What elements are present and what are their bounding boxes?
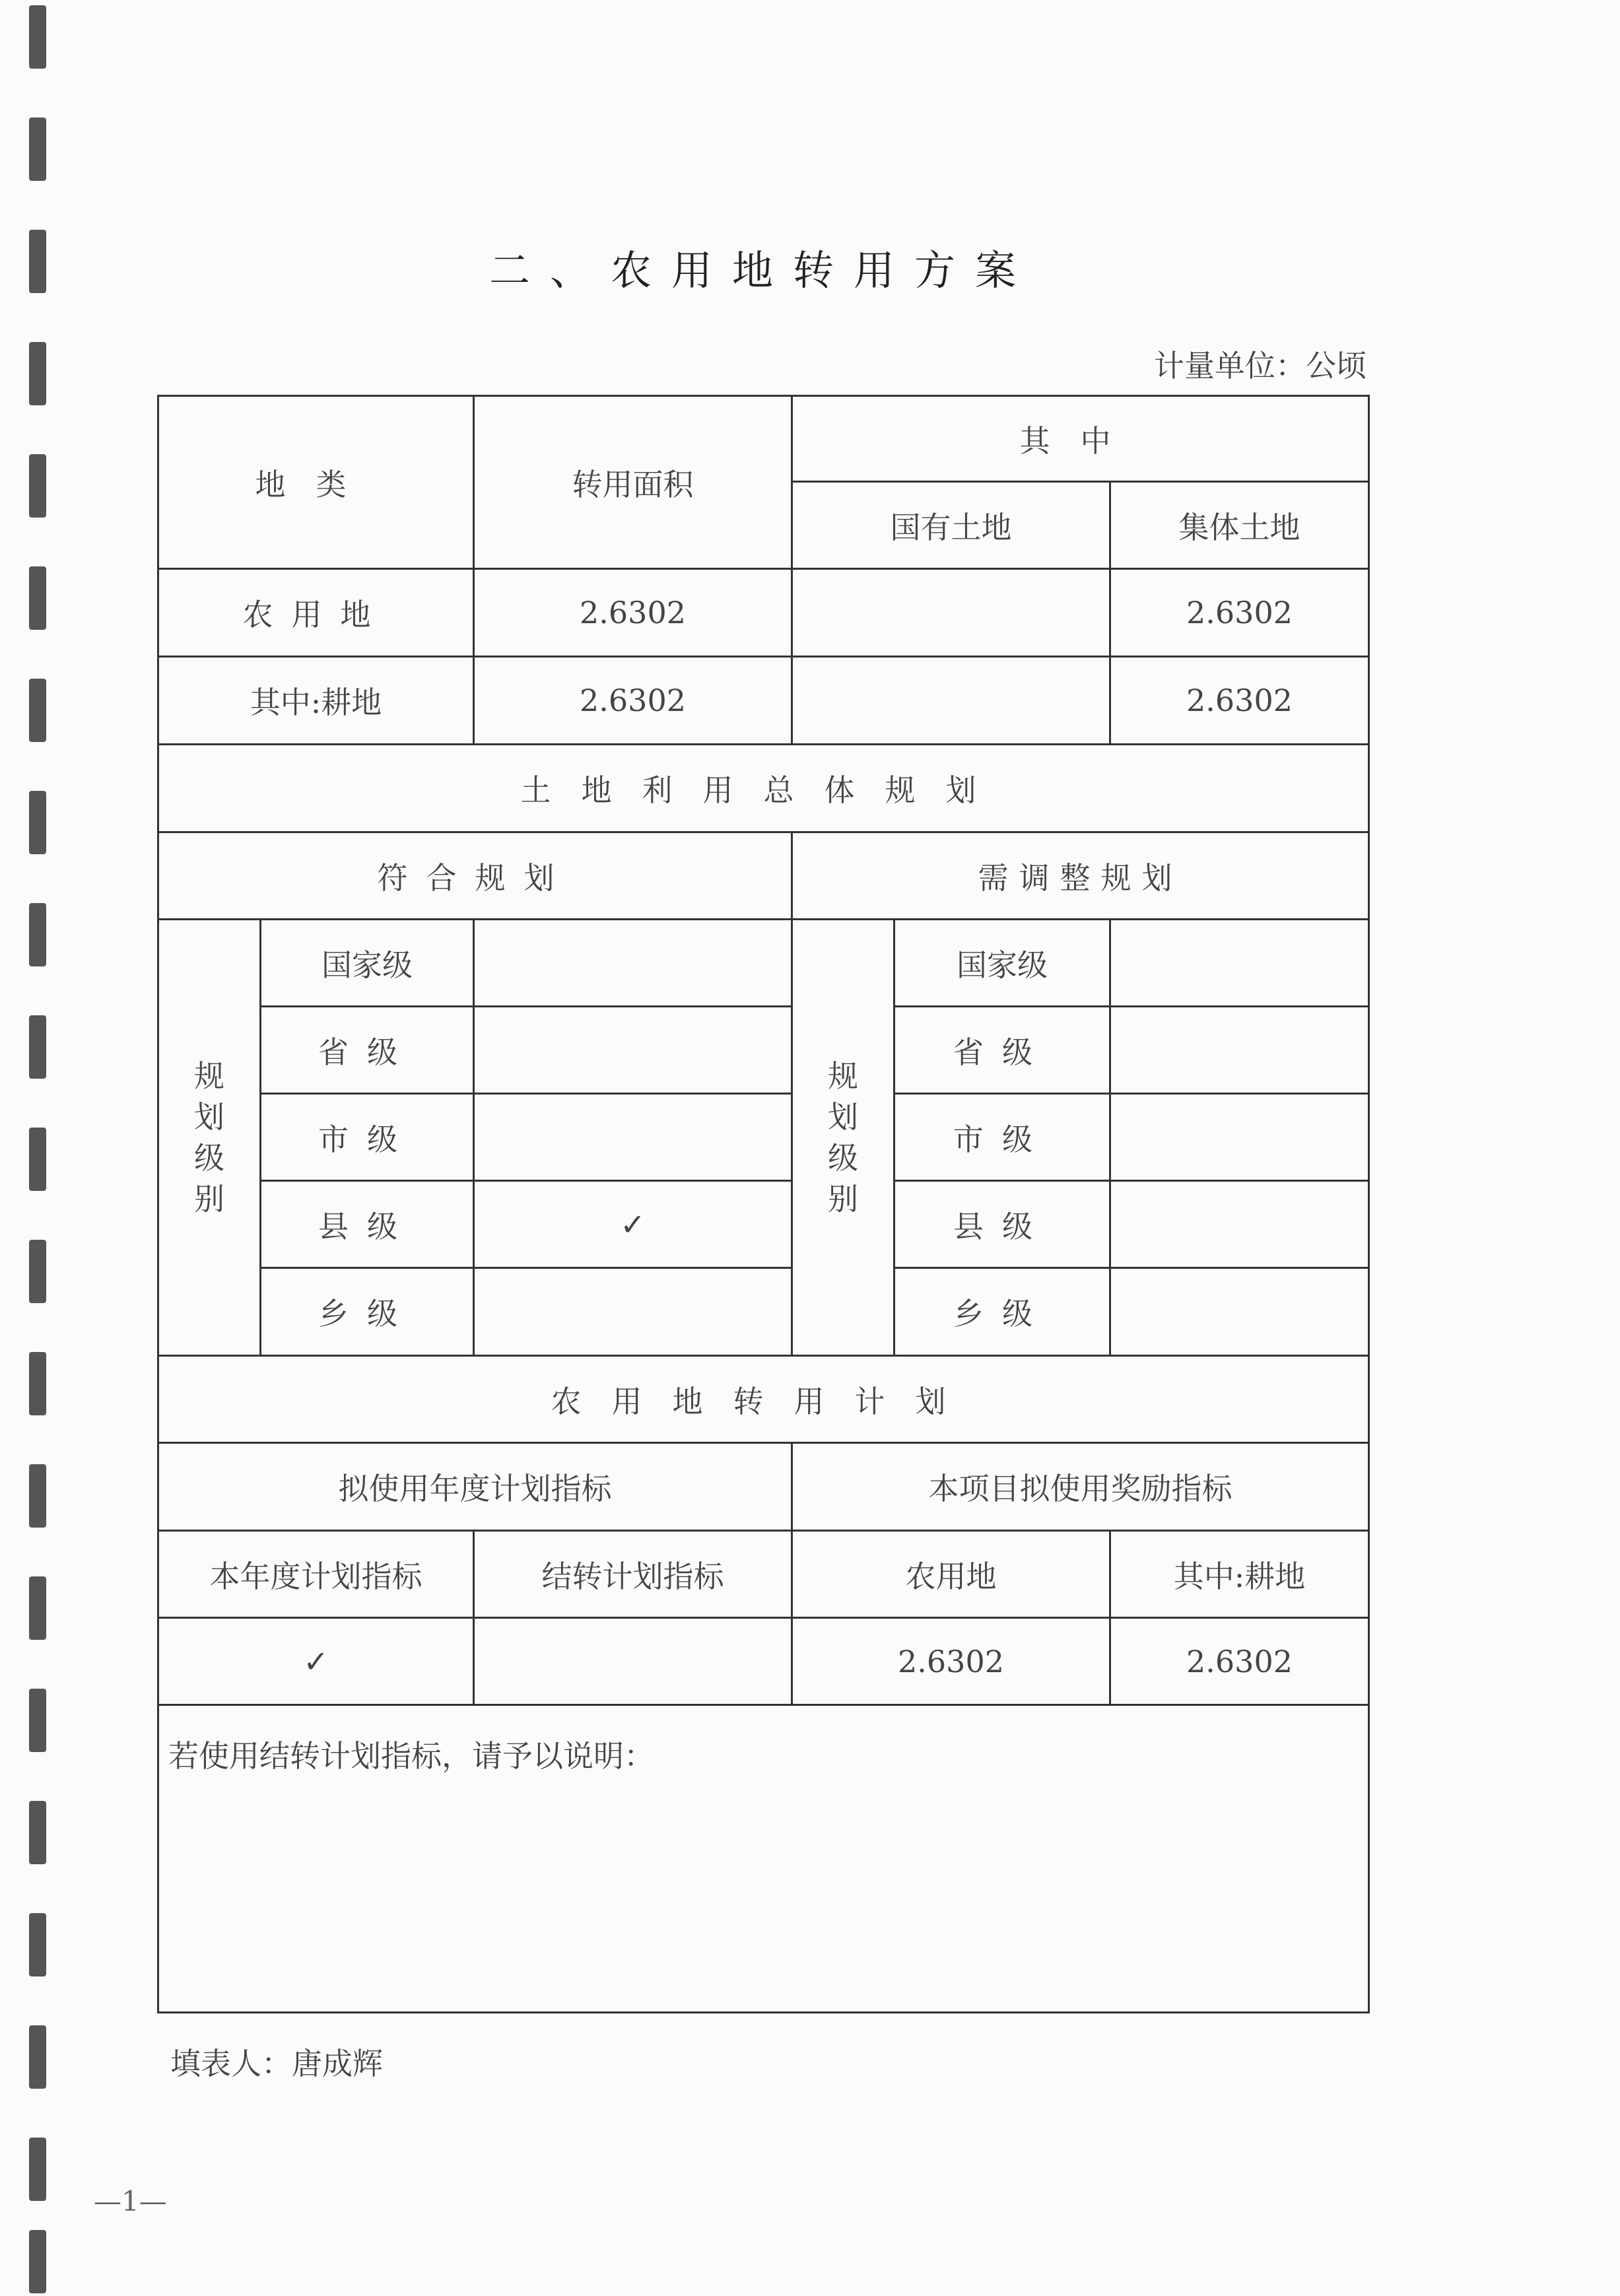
- binding-hole: [29, 2230, 46, 2293]
- carryover-quota-header: 结转计划指标: [474, 1531, 792, 1618]
- conform-plan-header: 符合规划: [158, 832, 792, 920]
- binding-hole: [29, 2138, 46, 2201]
- vertical-label: 规划级别: [828, 1058, 858, 1217]
- binding-hole: [29, 1015, 46, 1079]
- collective-header: 集体土地: [1110, 482, 1369, 569]
- vertical-label: 规划级别: [194, 1058, 224, 1217]
- collective-value: 2.6302: [1110, 657, 1369, 745]
- binding-hole: [29, 791, 46, 854]
- this-year-quota-header: 本年度计划指标: [158, 1531, 474, 1618]
- farmland-header: 农用地: [792, 1531, 1110, 1618]
- conform-mark: [474, 920, 792, 1007]
- this-year-value: ✓: [158, 1618, 474, 1705]
- table-row: [158, 569, 1369, 657]
- adjust-level-label: [792, 920, 894, 1356]
- note-text: 若使用结转计划指标，请予以说明：: [168, 1738, 654, 1774]
- annual-quota-header: 拟使用年度计划指标: [158, 1443, 792, 1531]
- form-filler: 填表人：唐成辉: [170, 2046, 383, 2081]
- binding-hole: [29, 903, 46, 966]
- row-label: 农用地: [158, 569, 474, 657]
- level-label: 国家级: [894, 920, 1110, 1007]
- area-value: 2.6302: [474, 569, 792, 657]
- adjust-mark: [1110, 1094, 1369, 1181]
- level-label: 省级: [261, 1007, 474, 1094]
- level-label: 国家级: [261, 920, 474, 1007]
- adjust-plan-header: 需调整规划: [792, 832, 1369, 920]
- level-label: 乡级: [261, 1268, 474, 1356]
- conform-mark: [474, 1268, 792, 1356]
- note-cell: [158, 1705, 1369, 2013]
- binding-hole: [29, 1913, 46, 1976]
- binding-hole: [29, 566, 46, 630]
- form-table: [157, 395, 1370, 2013]
- farmland-value: 2.6302: [792, 1618, 1110, 1705]
- binding-hole: [29, 5, 46, 69]
- conform-mark: [474, 1094, 792, 1181]
- land-type-header: 地类: [158, 396, 474, 569]
- level-label: 乡级: [894, 1268, 1110, 1356]
- level-label: 市级: [894, 1094, 1110, 1181]
- row-label: 其中:耕地: [158, 657, 474, 745]
- state-value: [792, 569, 1110, 657]
- collective-value: 2.6302: [1110, 569, 1369, 657]
- binding-hole: [29, 1352, 46, 1415]
- binding-hole: [29, 1689, 46, 1752]
- of-which-header: 其中: [792, 396, 1369, 482]
- level-label: 市级: [261, 1094, 474, 1181]
- conform-mark: ✓: [474, 1181, 792, 1268]
- binding-hole: [29, 2025, 46, 2089]
- level-label: 县级: [261, 1181, 474, 1268]
- measurement-unit: 计量单位：公顷: [1154, 348, 1367, 384]
- table-row: [158, 657, 1369, 745]
- adjust-mark: [1110, 1268, 1369, 1356]
- binding-hole: [29, 1801, 46, 1864]
- carryover-value: [474, 1618, 792, 1705]
- state-value: [792, 657, 1110, 745]
- table-row: [158, 1618, 1369, 1705]
- level-label: 县级: [894, 1181, 1110, 1268]
- area-value: 2.6302: [474, 657, 792, 745]
- binding-hole: [29, 1128, 46, 1191]
- page-title: 二、农用地转用方案: [489, 246, 1036, 294]
- state-owned-header: 国有土地: [792, 482, 1110, 569]
- binding-hole: [29, 1464, 46, 1528]
- conversion-form: [157, 395, 1370, 2013]
- plan-section-title: 土地利用总体规划: [158, 745, 1369, 832]
- reward-quota-header: 本项目拟使用奖励指标: [792, 1443, 1369, 1531]
- binding-hole: [29, 1576, 46, 1640]
- conversion-plan-title: 农用地转用计划: [158, 1356, 1369, 1443]
- adjust-mark: [1110, 1181, 1369, 1268]
- page-number: —1—: [94, 2185, 167, 2217]
- adjust-mark: [1110, 1007, 1369, 1094]
- binding-hole: [29, 1240, 46, 1303]
- binding-hole: [29, 679, 46, 742]
- conform-level-label: [158, 920, 261, 1356]
- conform-mark: [474, 1007, 792, 1094]
- binding-hole: [29, 118, 46, 181]
- binding-hole: [29, 454, 46, 518]
- cultivated-header: 其中:耕地: [1110, 1531, 1369, 1618]
- binding-holes: [29, 0, 55, 2296]
- binding-hole: [29, 342, 46, 405]
- converted-area-header: 转用面积: [474, 396, 792, 569]
- adjust-mark: [1110, 920, 1369, 1007]
- cultivated-value: 2.6302: [1110, 1618, 1369, 1705]
- level-label: 省级: [894, 1007, 1110, 1094]
